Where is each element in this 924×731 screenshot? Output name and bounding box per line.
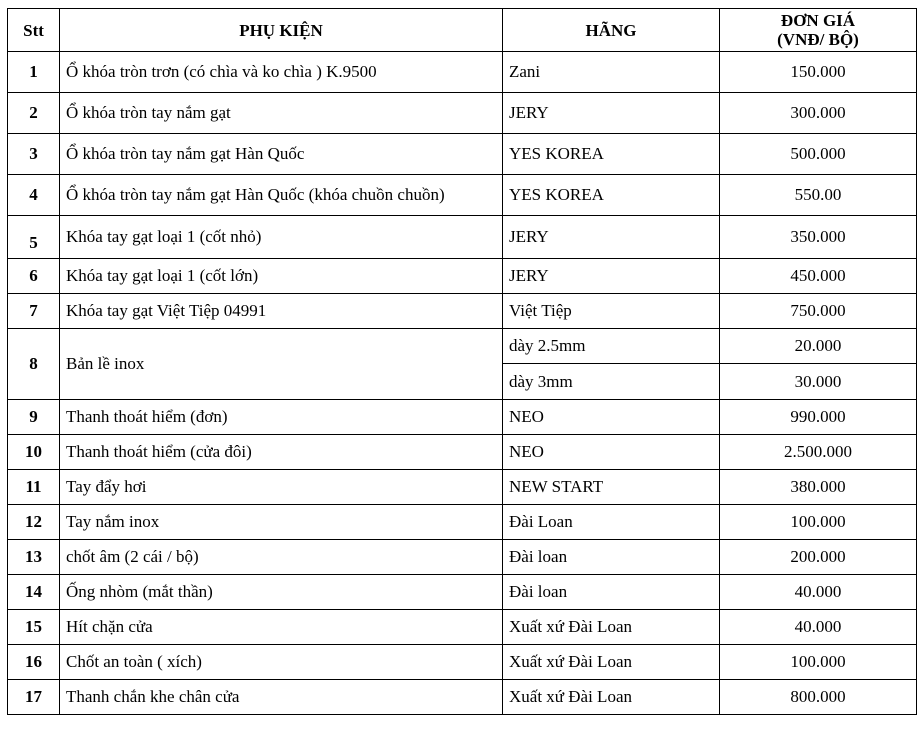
row-brand: Đài Loan: [503, 505, 720, 540]
row-brand: YES KOREA: [503, 175, 720, 216]
row-brand: Zani: [503, 52, 720, 93]
row-item: Tay nắm inox: [60, 505, 503, 540]
table-row: [8, 134, 917, 175]
table-row: [8, 259, 917, 294]
table-row: [8, 435, 917, 470]
table-row: [8, 610, 917, 645]
table-row: [8, 329, 917, 364]
row-stt: 8: [8, 329, 60, 400]
table-row: [8, 294, 917, 329]
row-brand: JERY: [503, 259, 720, 294]
header-price: [720, 9, 917, 52]
table-row: [8, 645, 917, 680]
row-stt: 11: [8, 470, 60, 505]
row-variant-price: 30.000: [720, 364, 917, 400]
table-row: [8, 575, 917, 610]
row-price: 100.000: [720, 505, 917, 540]
table-row: [8, 400, 917, 435]
row-item: Ổ khóa tròn trơn (có chìa và ko chìa ) K.9500: [60, 52, 503, 93]
table-row: [8, 470, 917, 505]
header-stt: Stt: [8, 9, 60, 52]
row-stt: 10: [8, 435, 60, 470]
row-item: Tay đẩy hơi: [60, 470, 503, 505]
row-brand: Việt Tiệp: [503, 294, 720, 329]
table-row: [8, 540, 917, 575]
row-brand: NEO: [503, 400, 720, 435]
row-price: 40.000: [720, 575, 917, 610]
row-stt: 5: [8, 216, 60, 259]
row-brand: JERY: [503, 216, 720, 259]
header-brand: HÃNG: [503, 9, 720, 52]
row-item: Ổ khóa tròn tay nắm gạt: [60, 93, 503, 134]
row-price: 550.00: [720, 175, 917, 216]
row-stt: 4: [8, 175, 60, 216]
row-brand: Đài loan: [503, 575, 720, 610]
table-row: [8, 505, 917, 540]
row-stt: 6: [8, 259, 60, 294]
row-stt: 9: [8, 400, 60, 435]
row-price: 380.000: [720, 470, 917, 505]
row-stt: 13: [8, 540, 60, 575]
row-item: Thanh thoát hiểm (cửa đôi): [60, 435, 503, 470]
row-item: Thanh chắn khe chân cửa: [60, 680, 503, 715]
row-stt: 3: [8, 134, 60, 175]
row-stt: 17: [8, 680, 60, 715]
table-row: [8, 52, 917, 93]
row-brand: JERY: [503, 93, 720, 134]
row-item: Hít chặn cửa: [60, 610, 503, 645]
table-row: [8, 216, 917, 259]
row-stt: 7: [8, 294, 60, 329]
row-stt: 16: [8, 645, 60, 680]
row-brand: Xuất xứ Đài Loan: [503, 645, 720, 680]
row-brand: NEW START: [503, 470, 720, 505]
row-item: Ổ khóa tròn tay nắm gạt Hàn Quốc: [60, 134, 503, 175]
table-row: [8, 175, 917, 216]
row-variant-brand: dày 2.5mm: [503, 329, 720, 364]
row-variant-price: 20.000: [720, 329, 917, 364]
row-brand: Xuất xứ Đài Loan: [503, 610, 720, 645]
row-brand: YES KOREA: [503, 134, 720, 175]
row-stt: 1: [8, 52, 60, 93]
header-item: PHỤ KIỆN: [60, 9, 503, 52]
row-price: 750.000: [720, 294, 917, 329]
row-stt: 15: [8, 610, 60, 645]
row-item: Chốt an toàn ( xích): [60, 645, 503, 680]
row-brand: NEO: [503, 435, 720, 470]
row-price: 450.000: [720, 259, 917, 294]
row-brand: Đài loan: [503, 540, 720, 575]
row-price: 40.000: [720, 610, 917, 645]
header-price-line1: ĐƠN GIÁ: [780, 11, 856, 30]
row-brand: Xuất xứ Đài Loan: [503, 680, 720, 715]
header-price-line2: (VNĐ/ BỘ): [777, 30, 859, 49]
table-row: [8, 680, 917, 715]
row-price: 300.000: [720, 93, 917, 134]
row-price: 350.000: [720, 216, 917, 259]
row-variant-brand: dày 3mm: [503, 364, 720, 400]
row-stt: 2: [8, 93, 60, 134]
row-item: Thanh thoát hiểm (đơn): [60, 400, 503, 435]
row-price: 100.000: [720, 645, 917, 680]
row-price: 500.000: [720, 134, 917, 175]
row-item: Khóa tay gạt Việt Tiệp 04991: [60, 294, 503, 329]
row-stt: 14: [8, 575, 60, 610]
row-price: 2.500.000: [720, 435, 917, 470]
row-item: Bản lề inox: [60, 329, 503, 400]
row-item: Ống nhòm (mắt thần): [60, 575, 503, 610]
row-item: Khóa tay gạt loại 1 (cốt lớn): [60, 259, 503, 294]
price-table: [7, 8, 917, 715]
row-price: 800.000: [720, 680, 917, 715]
table-row: [8, 93, 917, 134]
row-price: 150.000: [720, 52, 917, 93]
header-row: [8, 9, 917, 52]
row-price: 990.000: [720, 400, 917, 435]
row-item: Ổ khóa tròn tay nắm gạt Hàn Quốc (khóa chuồn chuồn): [60, 175, 503, 216]
row-item: chốt âm (2 cái / bộ): [60, 540, 503, 575]
row-item: Khóa tay gạt loại 1 (cốt nhỏ): [60, 216, 503, 259]
row-stt: 12: [8, 505, 60, 540]
row-price: 200.000: [720, 540, 917, 575]
